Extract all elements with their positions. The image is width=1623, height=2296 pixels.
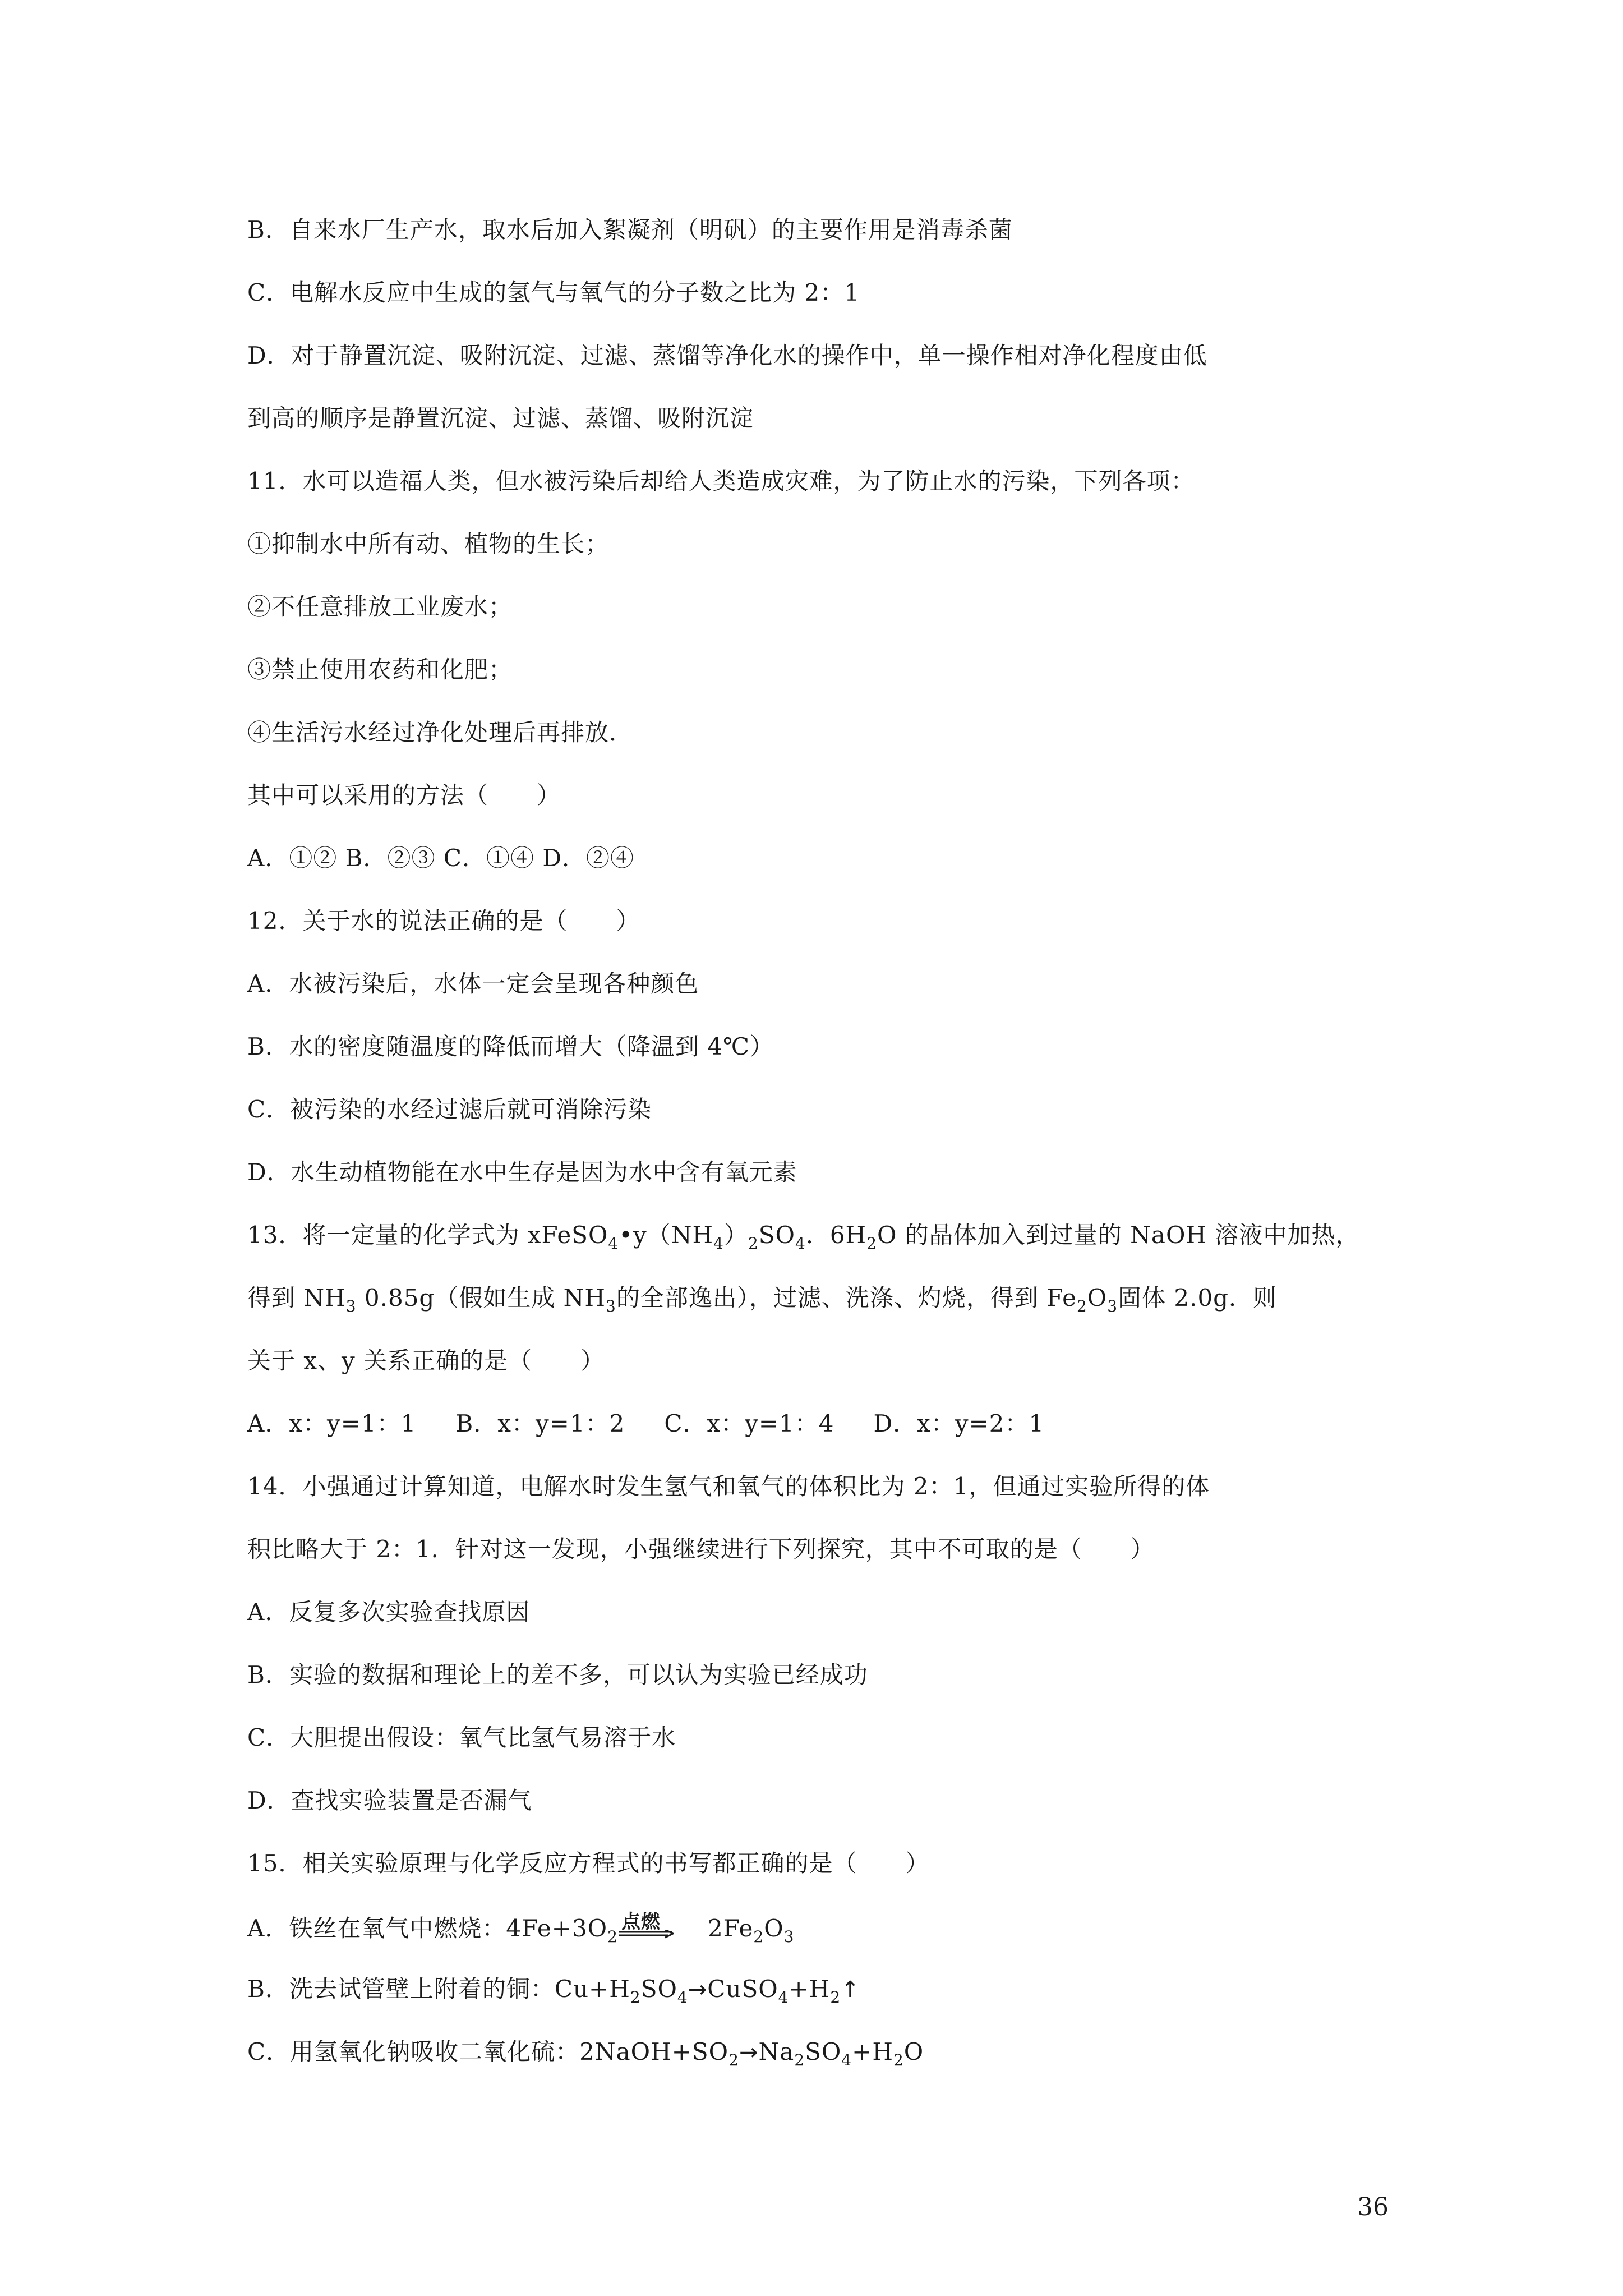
q12-option-d: D．水生动植物能在水中生存是因为水中含有氧元素 bbox=[247, 1158, 797, 1186]
q11-item-3: ③禁止使用农药和化肥； bbox=[247, 656, 513, 683]
q13-stem-line1: 13．将一定量的化学式为 $xFeSO_4•y(NH_4)_2SO_4$．$6H_2O$ 的晶体加入到过量的 NaOH 溶液中加热， bbox=[247, 1221, 1360, 1253]
q13-option-d: D．x：y=2：1 bbox=[873, 1410, 1045, 1437]
q10-option-d-line2: 到高的顺序是静置沉淀、过滤、蒸馏、吸附沉淀 bbox=[247, 404, 754, 432]
q14-option-a: A．反复多次实验查找原因 bbox=[247, 1598, 531, 1626]
q11-options: A．①② B．②③ C．①④ D．②④ bbox=[247, 844, 635, 872]
reaction-arrow-icon: → bbox=[739, 2040, 759, 2065]
q13-stem-line2: 得到 $NH_3$ 0.85g（假如生成 $NH_3$的全部逸出），过滤、洗涤、灼烧，得到 $Fe_2O_3$固体 2.0g．则 bbox=[247, 1284, 1278, 1315]
q10-option-b: B．自来水厂生产水，取水后加入絮凝剂（明矾）的主要作用是消毒杀菌 bbox=[247, 216, 1013, 243]
q12-option-a: A．水被污染后，水体一定会呈现各种颜色 bbox=[247, 970, 699, 997]
q13-option-b: B．x：y=1：2 bbox=[455, 1410, 625, 1437]
q14-option-c: C．大胆提出假设：氧气比氢气易溶于水 bbox=[247, 1724, 676, 1751]
q14-option-b: B．实验的数据和理论上的差不多，可以认为实验已经成功 bbox=[247, 1661, 868, 1688]
q14-stem-line2: 积比略大于 2：1．针对这一发现，小强继续进行下列探究，其中不可取的是（ ） bbox=[247, 1535, 1155, 1563]
q14-stem-line1: 14．小强通过计算知道，电解水时发生氢气和氧气的体积比为 2：1，但通过实验所得的体 bbox=[247, 1473, 1210, 1500]
q12-stem: 12．关于水的说法正确的是（ ） bbox=[247, 907, 640, 935]
q13-options bbox=[247, 1407, 1044, 1441]
q13-option-c: C．x：y=1：4 bbox=[664, 1410, 834, 1437]
q15-option-c: C．用氢氧化钠吸收二氧化硫：$2NaOH+SO_2\to Na_2SO_4+H_2O$ bbox=[247, 2038, 924, 2069]
page-number: 36 bbox=[1357, 2193, 1389, 2221]
reaction-arrow-icon: → bbox=[688, 1977, 708, 2003]
q12-option-b: B．水的密度随温度的降低而增大（降温到 4℃） bbox=[247, 1033, 774, 1060]
q11-question: 其中可以采用的方法（ ） bbox=[247, 781, 561, 809]
reaction-condition-label: 点燃 bbox=[621, 1911, 661, 1933]
q15-option-b: B．洗去试管壁上附着的铜：$Cu+H_2SO_4\to CuSO_4+H_2↑$ bbox=[247, 1975, 860, 2007]
q11-item-2: ②不任意排放工业废水； bbox=[247, 593, 513, 620]
q10-option-c: C．电解水反应中生成的氢气与氧气的分子数之比为 2：1 bbox=[247, 279, 860, 306]
gas-arrow-icon: ↑ bbox=[841, 1977, 860, 2003]
q11-item-4: ④生活污水经过净化处理后再排放． bbox=[247, 719, 634, 746]
reaction-condition bbox=[618, 1910, 674, 1943]
q15-option-a: A．铁丝在氧气中燃烧：$4Fe+3O_2$ 点燃 $2Fe_2O_3$ bbox=[247, 1910, 794, 1945]
q11-item-1: ①抑制水中所有动、植物的生长； bbox=[247, 530, 610, 558]
q12-option-c: C．被污染的水经过滤后就可消除污染 bbox=[247, 1096, 652, 1123]
q13-option-a: A．x：y=1：1 bbox=[247, 1410, 417, 1437]
q10-option-d-line1: D．对于静置沉淀、吸附沉淀、过滤、蒸馏等净化水的操作中，单一操作相对净化程度由低 bbox=[247, 342, 1207, 369]
q15-stem: 15．相关实验原理与化学反应方程式的书写都正确的是（ ） bbox=[247, 1849, 930, 1877]
q14-option-d: D．查找实验装置是否漏气 bbox=[247, 1787, 532, 1814]
q13-stem-line3: 关于 x、y 关系正确的是（ ） bbox=[247, 1347, 605, 1374]
reaction-condition-arrow-icon bbox=[618, 1930, 674, 1939]
q11-stem: 11．水可以造福人类，但水被污染后却给人类造成灾难，为了防止水的污染，下列各项： bbox=[247, 467, 1195, 495]
